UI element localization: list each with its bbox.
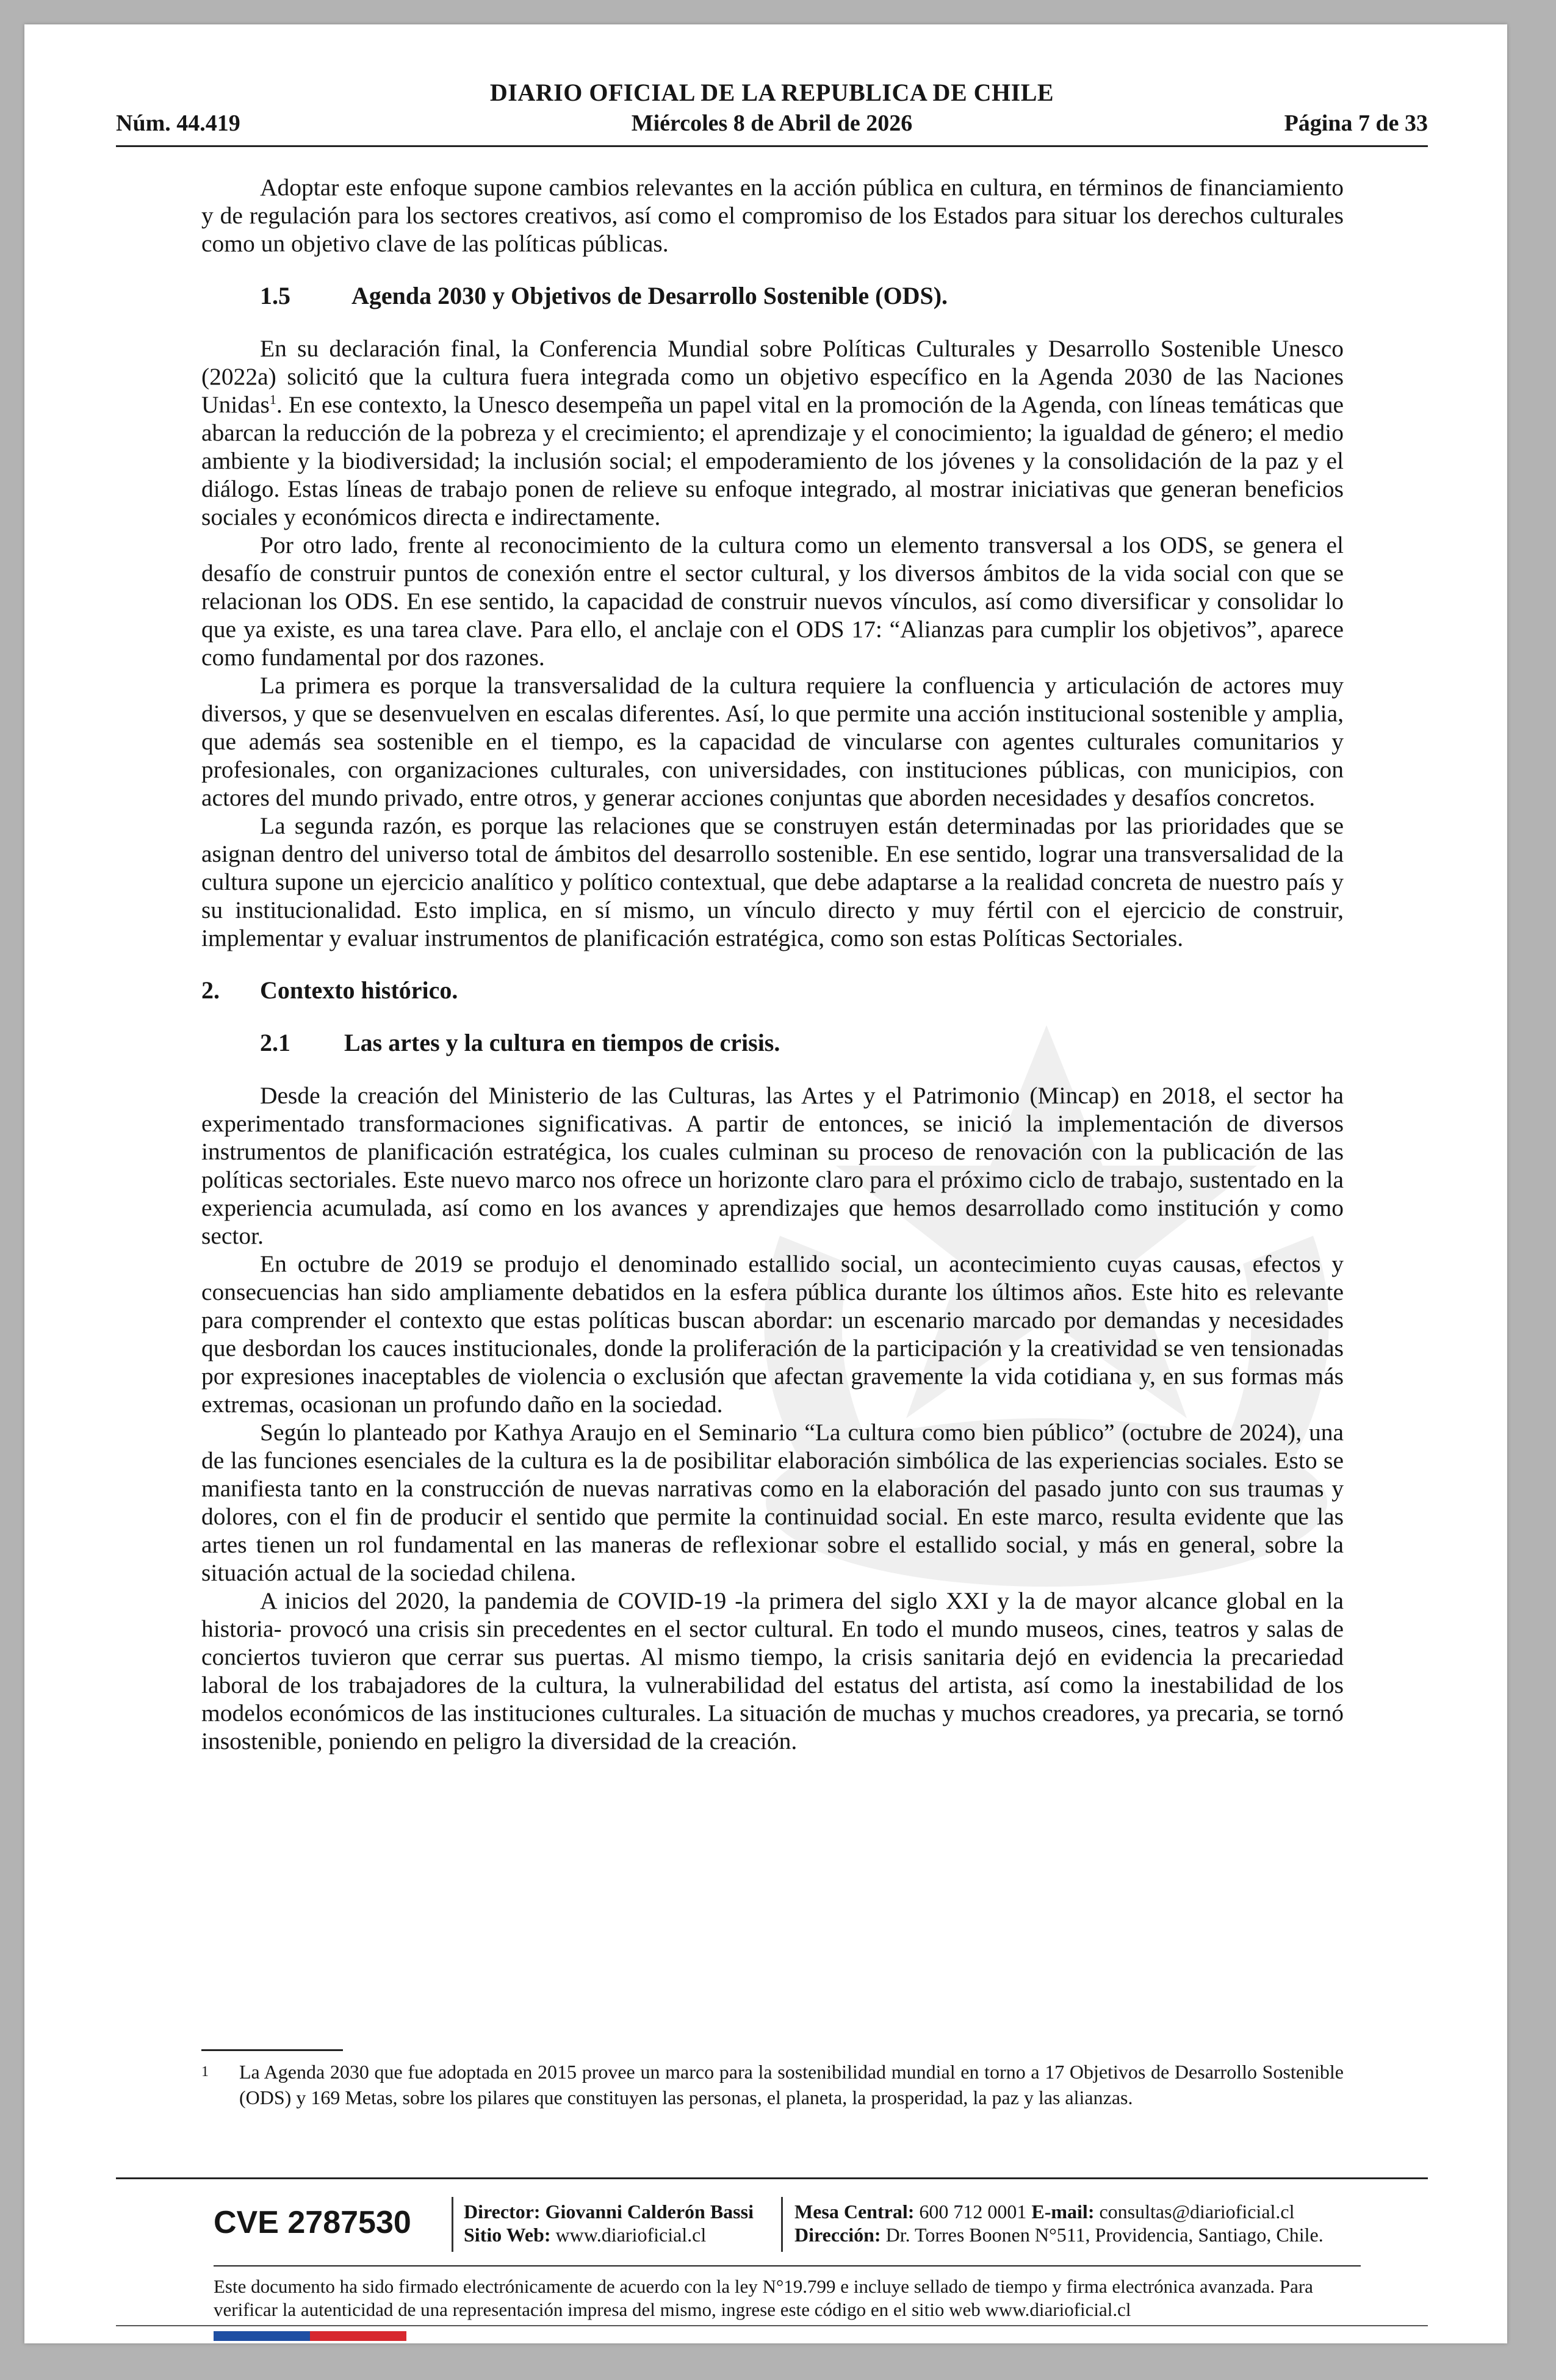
paragraph: Según lo planteado por Kathya Araujo en el Seminario “La cultura como bien público” (octubre de 2024), una de las funciones esenciales de la cultura es la de posibilitar elaboración simbólica de las experiencias sociales. Esto se manifiesta tanto en la construcción de nuevas narrativas como en la elaboración del pasado junto con sus traumas y dolores, con el fin de producir el sentido que permite la continuidad social. En este marco, resulta evidente que las artes tienen un rol fundamental en las maneras de reflexionar sobre el estallido social, y más en general, sobre la situación actual de la sociedad chilena. bbox=[201, 1419, 1344, 1586]
director-label: Director: bbox=[464, 2201, 541, 2223]
website-label: Sitio Web: bbox=[464, 2224, 551, 2246]
page-bottom-divider bbox=[116, 2325, 1428, 2326]
contact-info bbox=[794, 2200, 1324, 2246]
section-heading-2 bbox=[201, 976, 1344, 1004]
section-title: Agenda 2030 y Objetivos de Desarrollo Sostenible (ODS). bbox=[351, 282, 948, 309]
document-body bbox=[201, 173, 1344, 1755]
address-value: Dr. Torres Boonen N°511, Providencia, Santiago, Chile. bbox=[885, 2224, 1324, 2246]
paragraph: A inicios del 2020, la pandemia de COVID-19 -la primera del siglo XXI y la de mayor alcance global en la historia- provocó una crisis sin precedentes en el sector cultural. En todo el mundo museos, cines, teatros y salas de conciertos tuvieron que cerrar sus puertas. Al mismo tiempo, la crisis sanitaria dejó en evidencia la precariedad laboral de los trabajadores de la cultura, la vulnerabilidad del estatus del artista, así como la inestabilidad de los modelos económicos de las instituciones culturales. La situación de muchas y muchos creadores, ya precaria, se tornó insostenible, poniendo en peligro la diversidad de la creación. bbox=[201, 1587, 1344, 1754]
page-header bbox=[116, 78, 1428, 147]
newspaper-title: DIARIO OFICIAL DE LA REPUBLICA DE CHILE bbox=[489, 79, 1054, 106]
paragraph: En su declaración final, la Conferencia Mundial sobre Políticas Culturales y Desarrollo Sostenible Unesco (2022a) solicitó que la cultura fuera integrada como un objetivo específico en la Agenda 2030 de las Naciones Unidas$^1$. En ese contexto, la Unesco desempeña un papel vital en la promoción de la Agenda, con líneas temáticas que abarcan la reducción de la pobreza y el crecimiento; el aprendizaje y el conocimiento; la igualdad de género; el medio ambiente y la biodiversidad; la inclusión social; el empoderamiento de los jóvenes y la consolidación de la paz y el diálogo. Estas líneas de trabajo ponen de relieve su enfoque integrado, al mostrar iniciativas que generan beneficios sociales y económicos directa e indirectamente. bbox=[201, 335, 1344, 530]
section-title: Contexto histórico. bbox=[260, 976, 458, 1004]
footnote-reference[interactable]: 1 bbox=[269, 391, 276, 407]
address-label: Dirección: bbox=[794, 2224, 881, 2246]
section-heading-1-5 bbox=[201, 282, 1344, 310]
footnote bbox=[201, 2059, 1344, 2110]
footnote-text: La Agenda 2030 que fue adoptada en 2015 provee un marco para la sostenibilidad mundial en torno a 17 Objetivos de Desarrollo Sostenible (ODS) y 169 Metas, sobre los pilares que constituyen las personas, el planeta, la prosperidad, la paz y las alianzas. bbox=[239, 2061, 1344, 2108]
section-number: 1.5 bbox=[260, 282, 290, 309]
section-title: Las artes y la cultura en tiempos de crisis. bbox=[344, 1029, 780, 1056]
director-name: Giovanni Calderón Bassi bbox=[545, 2201, 754, 2223]
issue-date: Miércoles 8 de Abril de 2026 bbox=[631, 110, 913, 136]
footer-divider bbox=[116, 2177, 1428, 2179]
paragraph: En octubre de 2019 se produjo el denominado estallido social, un acontecimiento cuyas causas, efectos y consecuencias han sido ampliamente debatidos en la esfera pública durante los últimos años. Este hito es relevante para comprender el contexto que estas políticas buscan abordar: un escenario marcado por demandas y necesidades que desbordan los cauces institucionales, donde la proliferación de la participación y la creatividad se ven tensionadas por expresiones inaceptables de violencia o exclusión que afectan gravemente la vida cotidiana y, en sus formas más extremas, ocasionan un profundo daño en la sociedad. bbox=[201, 1250, 1344, 1418]
flag-red-segment bbox=[310, 2331, 406, 2341]
email-label: E-mail: bbox=[1031, 2201, 1095, 2223]
section-number: 2. bbox=[201, 976, 220, 1004]
electronic-signature-note: Este documento ha sido firmado electrónicamente de acuerdo con la ley N°19.799 e incluye sellado de tiempo y firma electrónica avanzada. Para verificar la autenticidad de una representación impresa del mismo, ingrese este código en el sitio web www.diarioficial.cl bbox=[214, 2276, 1313, 2320]
flag-blue-segment bbox=[214, 2331, 310, 2341]
website-link[interactable]: www.diarioficial.cl bbox=[555, 2224, 707, 2246]
section-heading-2-1 bbox=[201, 1029, 1344, 1057]
phone-label: Mesa Central: bbox=[794, 2201, 915, 2223]
footer-separator bbox=[452, 2197, 453, 2252]
issue-number: Núm. 44.419 bbox=[116, 110, 240, 136]
paragraph: Desde la creación del Ministerio de las Culturas, las Artes y el Patrimonio (Mincap) en 2018, el sector ha experimentado transformaciones significativas. A partir de entonces, se inició la implementación de diversos instrumentos de planificación estratégica, los cuales culminan su proceso de renovación con la publicación de las políticas sectoriales. Este nuevo marco nos ofrece un horizonte claro para el próximo ciclo de trabajo, sustentado en la experiencia acumulada, así como en los avances y aprendizajes que hemos desarrollado como institución y como sector. bbox=[201, 1082, 1344, 1249]
footnote-divider bbox=[201, 2049, 343, 2051]
paragraph: La segunda razón, es porque las relaciones que se construyen están determinadas por las prioridades que se asignan dentro del universo total de ámbitos del desarrollo sostenible. En ese sentido, lograr una transversalidad de la cultura supone un ejercicio analítico y político contextual, que debe adaptarse a la realidad concreta de nuestro país y su institucionalidad. Esto implica, en sí mismo, un vínculo directo y muy fértil con el ejercicio de construir, implementar y evaluar instrumentos de planificación estratégica, como son estas Políticas Sectoriales. bbox=[201, 812, 1344, 951]
cve-code: CVE 2787530 bbox=[214, 2205, 411, 2240]
footnote-mark: 1 bbox=[201, 2064, 209, 2080]
page-number: Página 7 de 33 bbox=[1284, 110, 1428, 136]
paragraph: La primera es porque la transversalidad de la cultura requiere la confluencia y articulación de actores muy diversos, y que se desenvuelven en escalas diferentes. Así, lo que permite una acción institucional sostenible y amplia, que además sea sostenible en el tiempo, es la capacidad de vincularse con agentes culturales comunitarios y profesionales, con organizaciones culturales, con universidades, con instituciones públicas, con municipios, con actores del mundo privado, entre otros, y generar acciones conjuntas que aborden necesidades y desafíos concretos. bbox=[201, 672, 1344, 811]
document-page bbox=[24, 24, 1507, 2343]
paragraph: Por otro lado, frente al reconocimiento de la cultura como un elemento transversal a los ODS, se genera el desafío de construir puntos de conexión entre el sector cultural, y los diversos ámbitos de la vida social con que se relacionan los ODS. En ese sentido, la capacidad de construir nuevos vínculos, así como diversificar y consolidar lo que ya existe, es una tarea clave. Para ello, el anclaje con el ODS 17: “Alianzas para cumplir los objetivos”, aparece como fundamental por dos razones. bbox=[201, 532, 1344, 671]
footer-separator bbox=[781, 2197, 783, 2252]
section-number: 2.1 bbox=[260, 1029, 290, 1056]
email-link[interactable]: consultas@diarioficial.cl bbox=[1099, 2201, 1295, 2223]
phone-number: 600 712 0001 bbox=[919, 2201, 1027, 2223]
chile-flag-bar bbox=[214, 2331, 406, 2341]
director-info bbox=[464, 2200, 754, 2246]
paragraph: Adoptar este enfoque supone cambios relevantes en la acción pública en cultura, en términos de financiamiento y de regulación para los sectores creativos, así como el compromiso de los Estados para situar los derechos culturales como un objetivo clave de las políticas públicas. bbox=[201, 174, 1344, 257]
footer-divider bbox=[214, 2265, 1361, 2266]
